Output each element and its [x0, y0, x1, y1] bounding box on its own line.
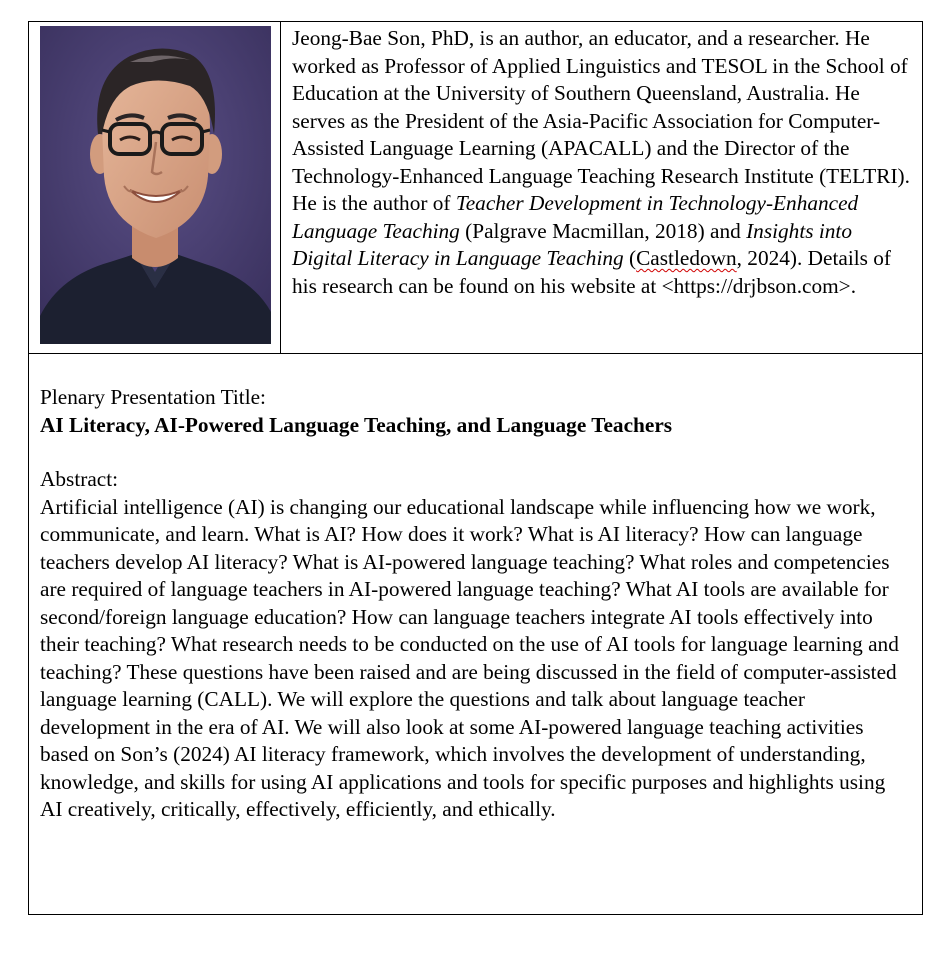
- bio-cell: [281, 22, 922, 353]
- speaker-bio-row: [29, 22, 922, 354]
- bio-text-part-4: , 2024). Details of his research can be found on his website at <https://drjbson.com>.: [292, 246, 892, 298]
- plenary-block: [40, 384, 910, 439]
- presentation-row: [29, 354, 922, 914]
- abstract-block: [40, 466, 910, 824]
- speaker-table: [28, 21, 923, 915]
- plenary-title: AI Literacy, AI-Powered Language Teaching, and Language Teachers: [40, 412, 673, 437]
- abstract-text: Artificial intelligence (AI) is changing our educational landscape while influencing how we work, communicate, and learn. What is AI? How does it work? What is AI literacy? How can language teachers develop AI literacy? What is AI-powered language teaching? What roles and competencies are required of language teachers in AI-powered language teaching? What AI tools are available for second/foreign language education? How can language teachers integrate AI tools effectively into their teaching? What research needs to be conducted on the use of AI tools for language learning and teaching? These questions have been raised and are being discussed in the field of computer-assisted language learning (CALL). We will explore the questions and talk about language teacher development in the era of AI. We will also look at some AI-powered language teaching activities based on Son’s (2024) AI literacy framework, which involves the development of understanding, knowledge, and skills for using AI applications and tools for specific purposes and highlights using AI creatively, critically, effectively, efficiently, and ethically.: [40, 494, 899, 821]
- spellcheck-word: Castledown: [636, 246, 737, 270]
- bio-text-part-3: (: [623, 246, 637, 270]
- photo-cell: [29, 22, 281, 353]
- bio-text-part-2: (Palgrave Macmillan, 2018) and: [459, 218, 747, 243]
- plenary-label: Plenary Presentation Title:: [40, 385, 266, 409]
- bio-text-part-1: Jeong-Bae Son, PhD, is an author, an educator, and a researcher. He worked as Professor of Applied Linguistics and TESOL in the School of Education at the University of Southern Queensland, Australia. He serves as the President of the Asia-Pacific Association for Computer-Assisted Language Learning (APACALL) and the Director of the Technology-Enhanced Language Teaching Research Institute (TELTRI). He is the author of: [292, 26, 910, 215]
- book-title-1: Teacher Development in Technology-Enhanced Language Teaching: [292, 191, 859, 243]
- speaker-portrait: [40, 26, 271, 344]
- book-title-2: Insights into Digital Literacy in Language Teaching: [292, 218, 852, 270]
- abstract-label: Abstract:: [40, 467, 119, 491]
- speaker-bio: [292, 25, 917, 300]
